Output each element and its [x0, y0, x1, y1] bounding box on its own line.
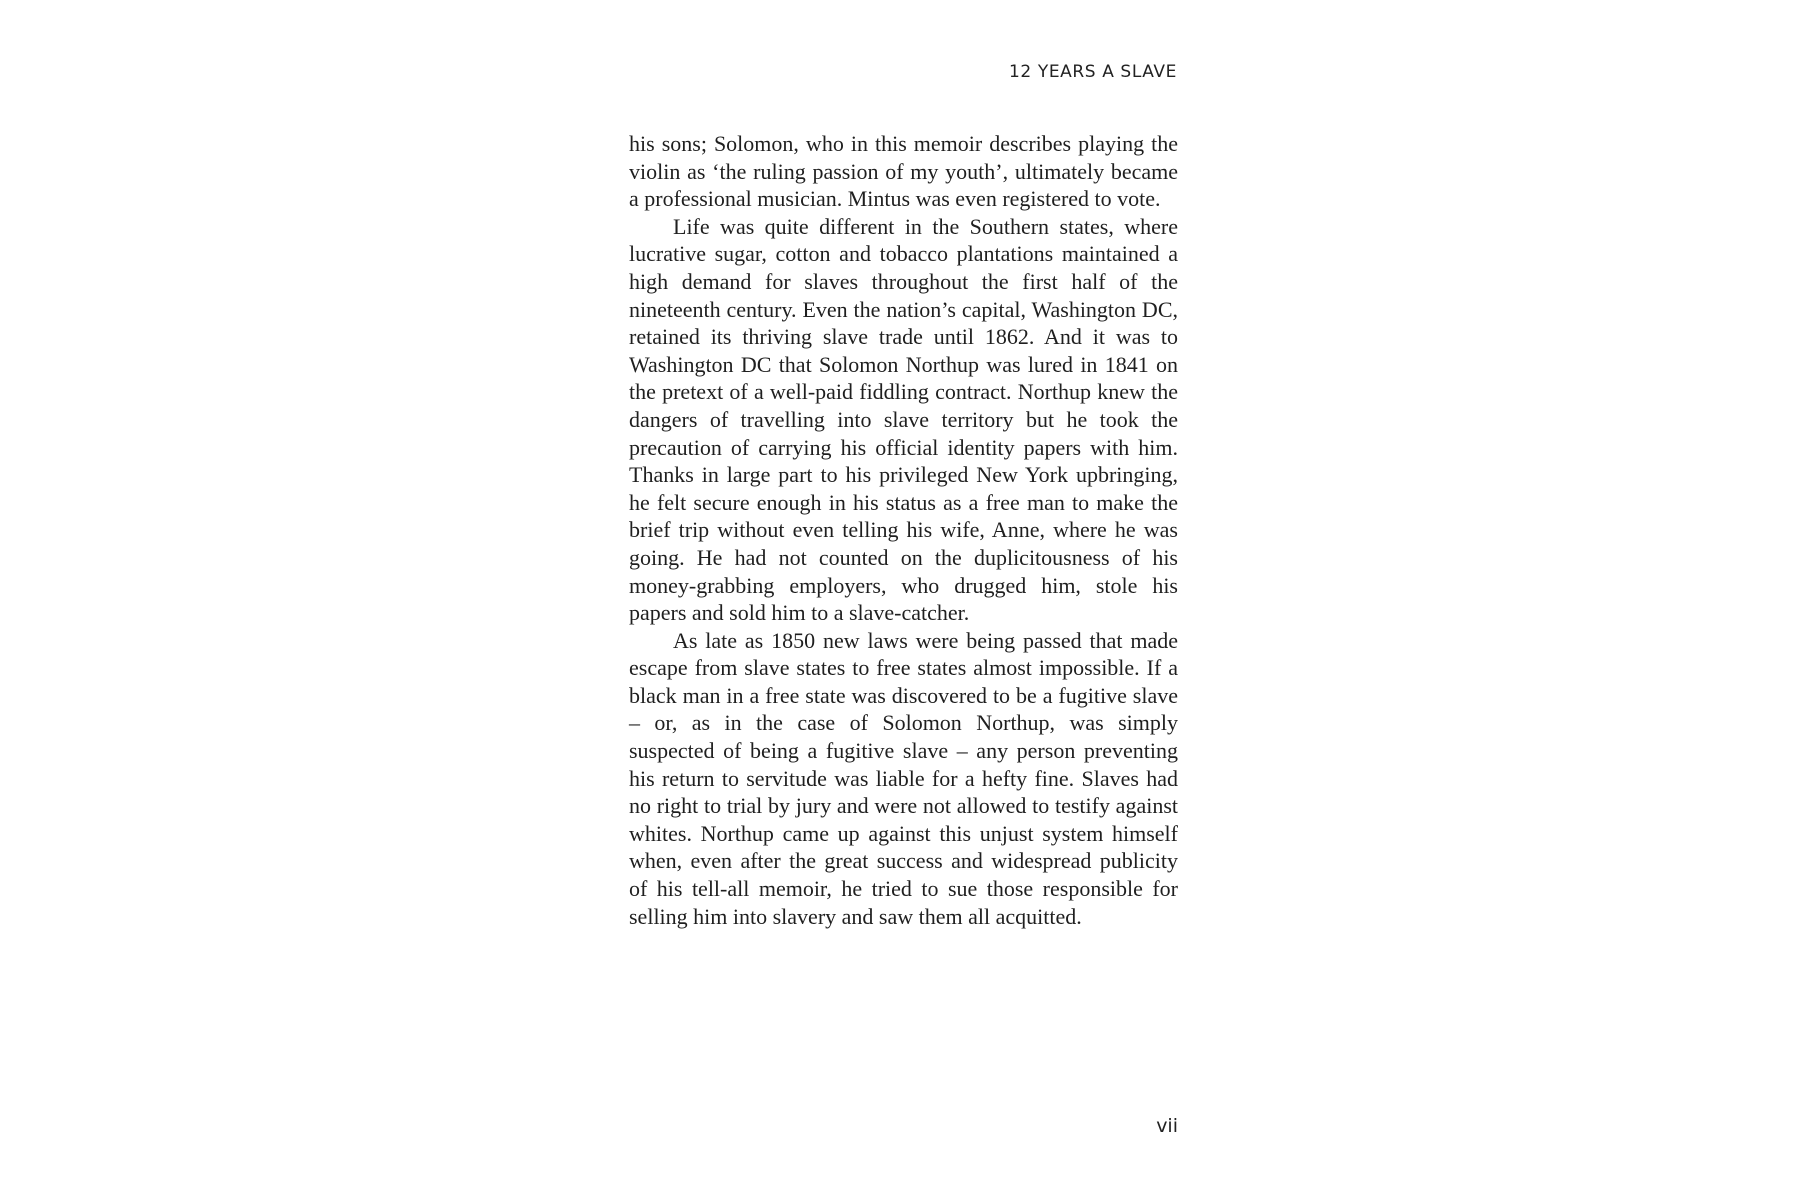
body-text [629, 130, 1178, 930]
page-number: vii [1156, 1115, 1178, 1137]
paragraph: As late as 1850 new laws were being passed that made escape from slave states to free states almost impossible. If a black man in a free state was discovered to be a fugitive slave – or, as in the case of Solomon Northup, was simply suspected of being a fugitive slave – any person preventing his return to servitude was liable for a hefty fine. Slaves had no right to trial by jury and were not allowed to testify against whites. Northup came up against this unjust system himself when, even after the great success and widespread publicity of his tell-all memoir, he tried to sue those responsible for selling him into slavery and saw them all acquitted. [629, 627, 1178, 929]
running-header: 12 YEARS A SLAVE [1009, 62, 1177, 82]
paragraph: his sons; Solomon, who in this memoir describes playing the violin as ‘the ruling passion of my youth’, ultimately became a professional musician. Mintus was even registered to vote. [629, 131, 1178, 212]
paragraph: Life was quite different in the Southern states, where lucrative sugar, cotton and tobacco plantations maintained a high demand for slaves throughout the first half of the nineteenth century. Even the nation’s capital, Washington DC, retained its thriving slave trade until 1862. And it was to Washington DC that Solomon Northup was lured in 1841 on the pretext of a well-paid fiddling contract. Northup knew the dangers of travelling into slave territory but he took the precaution of carrying his official identity papers with him. Thanks in large part to his privileged New York upbringing, he felt secure enough in his status as a free man to make the brief trip without even telling his wife, Anne, where he was going. He had not counted on the duplicitousness of his money-grabbing employers, who drugged him, stole his papers and sold him to a slave-catcher. [629, 213, 1178, 626]
